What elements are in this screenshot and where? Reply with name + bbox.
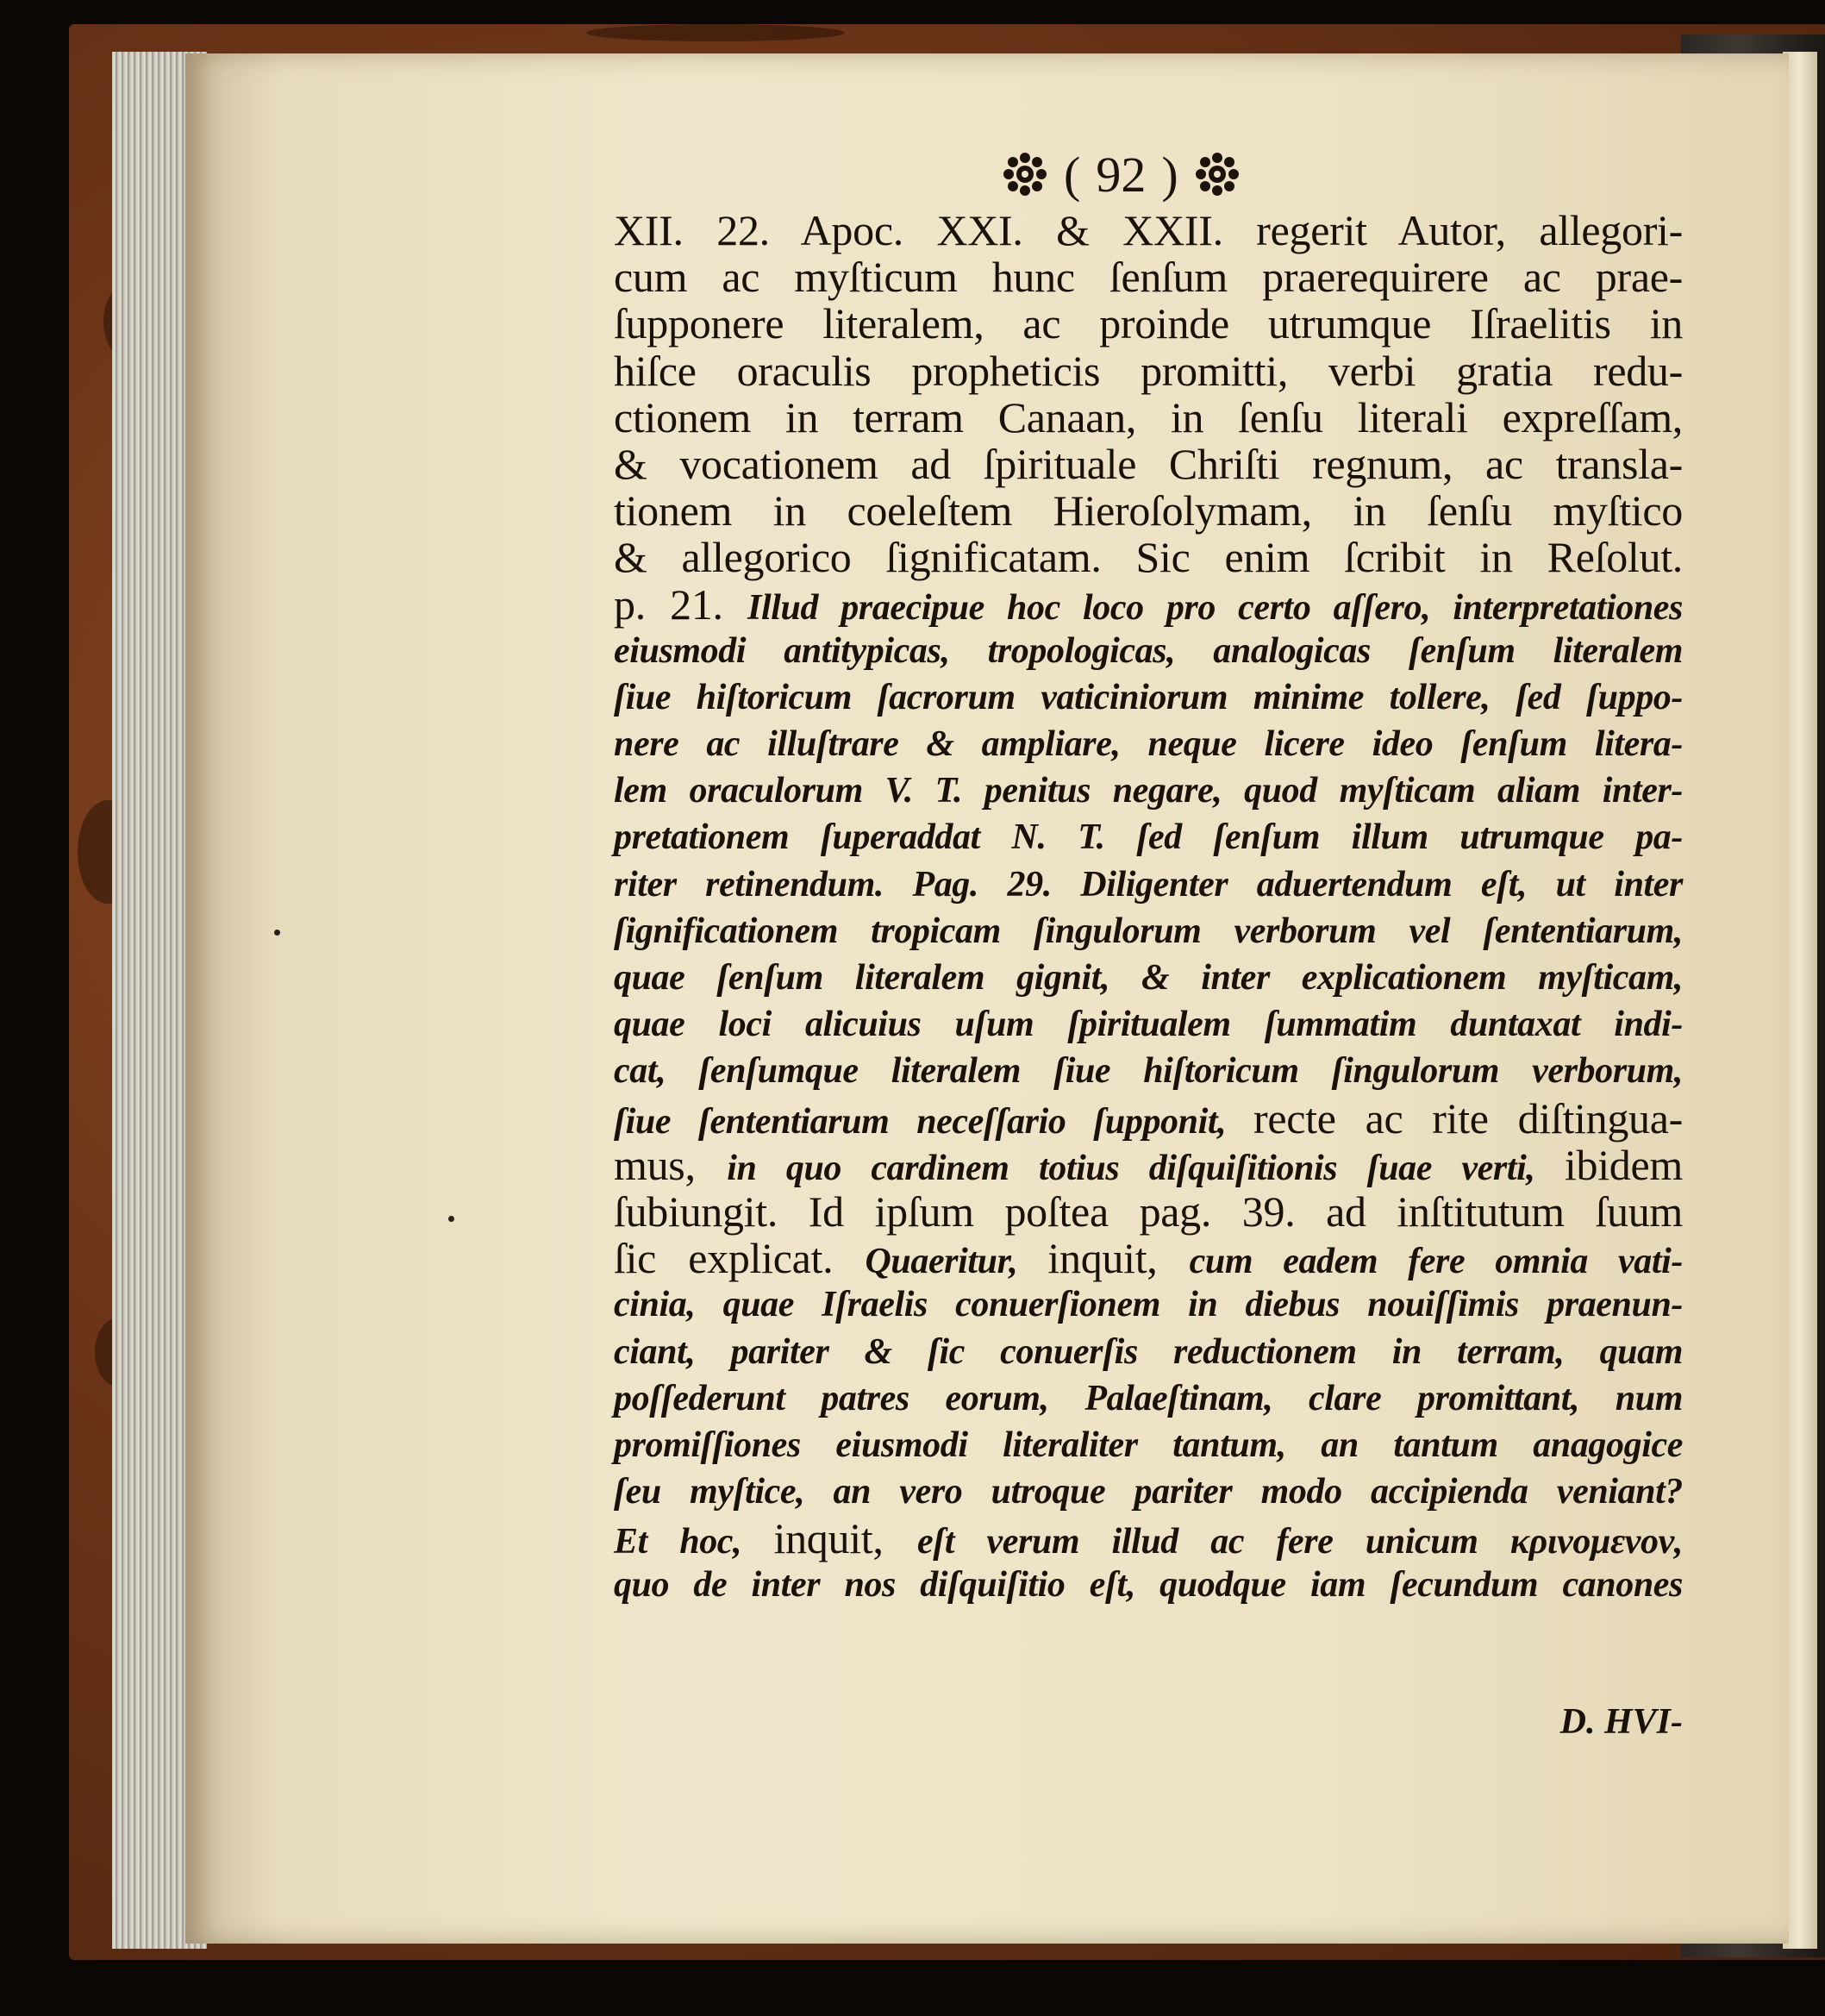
text-line	[614, 1142, 1683, 1188]
text-line: tionem in coeleſtem Hieroſolymam, in ſenſu myſtico	[614, 486, 1683, 535]
text-line: nere ac illuſtrare & ampliare, neque licere ideo ſenſum litera-	[614, 724, 1683, 765]
text-line: & vocationem ad ſpirituale Chriſti regnum, ac transla-	[614, 439, 1683, 488]
text-line: ſupponere literalem, ac proinde utrumque Iſraelitis in	[614, 299, 1683, 348]
text-line: eiusmodi antitypicas, tropologicas, analogicas ſenſum literalem	[614, 630, 1683, 671]
text-line: lem oraculorum V. T. penitus negare, quod myſticam aliam inter-	[614, 771, 1683, 811]
text-line: XII. 22. Apoc. XXI. & XXII. regerit Autor, allegori-	[614, 206, 1683, 254]
text-line: promiſſiones eiusmodi literaliter tantum, an tantum anagogice	[614, 1424, 1683, 1465]
text-segment: inquit,	[773, 1514, 918, 1563]
text-line: ſubiungit. Id ipſum poſtea pag. 39. ad inſtitutum ſuum	[614, 1186, 1683, 1236]
text-line: ſiue hiſtoricum ſacrorum vaticiniorum minime tollere, ſed ſuppo-	[614, 677, 1683, 717]
text-segment: ſiue ſententiarum neceſſario ſupponit,	[614, 1101, 1254, 1142]
rosette-ornament-icon	[1194, 151, 1241, 197]
text-segment: Et hoc,	[614, 1522, 774, 1562]
text-line	[614, 1095, 1683, 1142]
text-segment: inquit,	[1047, 1234, 1190, 1283]
paper-speck	[274, 930, 280, 936]
text-line: cinia, quae Iſraelis conuerſionem in diebus nouiſſimis praenun-	[614, 1285, 1683, 1325]
text-segment: p. 21.	[614, 579, 747, 629]
text-segment: Illud praecipue hoc loco pro certo aſſero, interpretationes	[747, 587, 1683, 628]
text-line: ciant, pariter & ſic conuerſis reductionem in terram, quam	[614, 1331, 1683, 1372]
catchword: D. HVI-	[1559, 1702, 1683, 1742]
body-text	[614, 207, 1683, 1609]
text-line: quae loci alicuius uſum ſpiritualem ſummatim duntaxat indi-	[614, 1005, 1683, 1045]
text-line: ſeu myſtice, an vero utroque pariter modo accipienda veniant?	[614, 1472, 1683, 1512]
text-line: cum ac myſticum hunc ſenſum praerequirere ac prae-	[614, 253, 1683, 302]
text-segment: cum eadem fere omnia vati-	[1189, 1242, 1684, 1282]
text-segment: ſic explicat.	[614, 1234, 866, 1283]
text-line: quae ſenſum literalem gignit, & inter explicationem myſticam,	[614, 958, 1683, 998]
text-line: ctionem in terram Canaan, in ſenſu literali expreſſam,	[614, 392, 1683, 441]
text-segment: ibidem	[1564, 1140, 1683, 1189]
text-segment: in quo cardinem totius diſquiſitionis ſuae verti,	[727, 1148, 1565, 1188]
text-line: poſſederunt patres eorum, Palaeſtinam, clare promittant, num	[614, 1378, 1683, 1418]
text-line: riter retinendum. Pag. 29. Diligenter aduertendum eſt, ut inter	[614, 864, 1683, 905]
text-segment: recte ac rite diſtingua-	[1253, 1093, 1683, 1143]
cover-stain	[586, 24, 845, 41]
text-line: ſignificationem tropicam ſingulorum verborum vel ſententiarum,	[614, 911, 1683, 951]
text-line: hiſce oraculis propheticis promitti, verbi gratia redu-	[614, 346, 1683, 395]
text-segment: eſt verum illud ac fere unicum κρινομενον,	[917, 1522, 1683, 1562]
text-line: quo de inter nos diſquiſitio eſt, quodque iam ſecundum canones	[614, 1565, 1683, 1606]
rosette-ornament-icon	[1002, 151, 1048, 197]
text-line: & allegorico ſignificatam. Sic enim ſcribit in Reſolut.	[614, 533, 1683, 582]
header-paren-right: )	[1161, 146, 1178, 203]
page-header	[1002, 140, 1241, 209]
text-line: cat, ſenſumque literalem ſiue hiſtoricum ſingulorum verborum,	[614, 1051, 1683, 1092]
text-line	[614, 1235, 1683, 1281]
text-segment: Quaeritur,	[865, 1242, 1048, 1282]
paper-speck	[448, 1216, 454, 1222]
text-line: pretationem ſuperaddat N. T. ſed ſenſum illum utrumque pa-	[614, 817, 1683, 858]
header-paren-left: (	[1064, 146, 1081, 203]
text-line	[614, 581, 1683, 628]
text-line	[614, 1515, 1683, 1562]
page-number: 92	[1096, 146, 1147, 203]
text-segment: mus,	[614, 1140, 728, 1189]
